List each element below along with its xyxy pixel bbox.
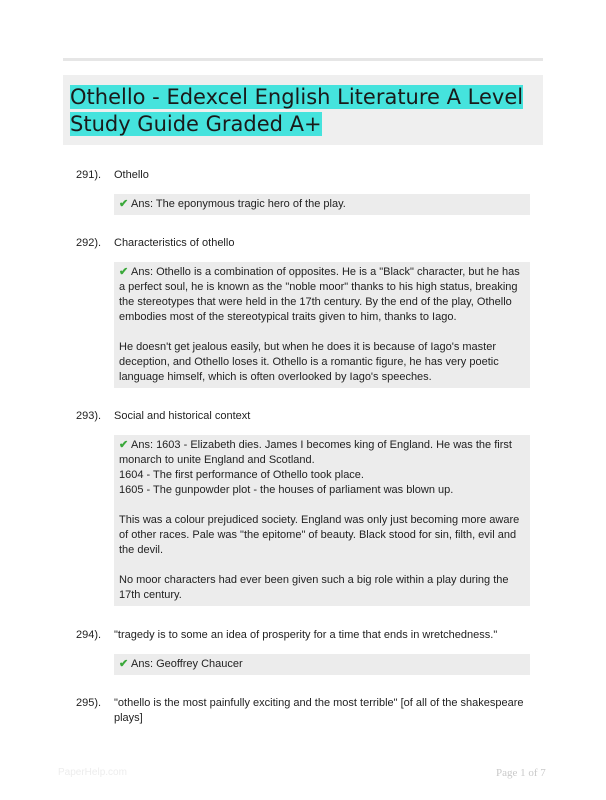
question-text: Social and historical context: [114, 410, 251, 422]
answer-paragraph: No moor characters had ever been given such a big role within a play during the 17th century.: [119, 574, 509, 601]
question-text: "tragedy is to some an idea of prosperity for a time that ends in wretchedness.": [114, 629, 498, 641]
item-number: 292).: [76, 237, 102, 249]
answer-box: [114, 435, 530, 606]
answer-paragraph: He doesn't get jealous easily, but when he does it is because of Iago's master deception, and Othello loses it. Othello is a romantic figure, he has very poetic language himself, which is often overlooked by Iago's speeches.: [119, 341, 499, 383]
check-icon: ✔: [119, 439, 129, 451]
item-number: 295).: [76, 697, 102, 709]
document-title: Othello - Edexcel English Literature A Level Study Guide Graded A+: [70, 85, 524, 136]
page-indicator: Page 1 of 7: [496, 767, 546, 779]
item-number: 291).: [76, 169, 102, 181]
question-text: Characteristics of othello: [114, 237, 235, 249]
answer-paragraph: Ans: Othello is a combination of opposites. He is a "Black" character, but he has a perfect soul, he is known as the "noble moor" thanks to his high status, breaking the stereotypes that were held in the 17th century. By the end of the play, Othello embodies most of the stereotypical traits given to him, thanks to Iago.: [119, 266, 520, 323]
check-icon: ✔: [119, 658, 129, 670]
top-rule: [63, 58, 543, 61]
footer-watermark: PaperHelp.com: [58, 767, 127, 778]
answer-paragraph: This was a colour prejudiced society. England was only just becoming more aware of other races. Pale was "the epitome" of beauty. Black stood for sin, filth, evil and the devil.: [119, 514, 520, 556]
answer-box: [114, 654, 530, 675]
question-text: Othello: [114, 169, 149, 181]
answer-box: [114, 194, 530, 215]
answer-paragraph: Ans: The eponymous tragic hero of the play.: [131, 198, 346, 210]
item-number: 294).: [76, 629, 102, 641]
question-text: "othello is the most painfully exciting and the most terrible" [of all of the shakespeare plays]: [114, 697, 524, 724]
check-icon: ✔: [119, 198, 129, 210]
answer-paragraph: Ans: Geoffrey Chaucer: [131, 658, 243, 670]
answer-box: [114, 262, 530, 388]
item-number: 293).: [76, 410, 102, 422]
answer-paragraph: Ans: 1603 - Elizabeth dies. James I becomes king of England. He was the first monarch to unite England and Scotland. 1604 - The first performance of Othello took place. 1605 - The gunpowder plot - the houses of parliament was blown up.: [119, 439, 512, 496]
check-icon: ✔: [119, 266, 129, 278]
